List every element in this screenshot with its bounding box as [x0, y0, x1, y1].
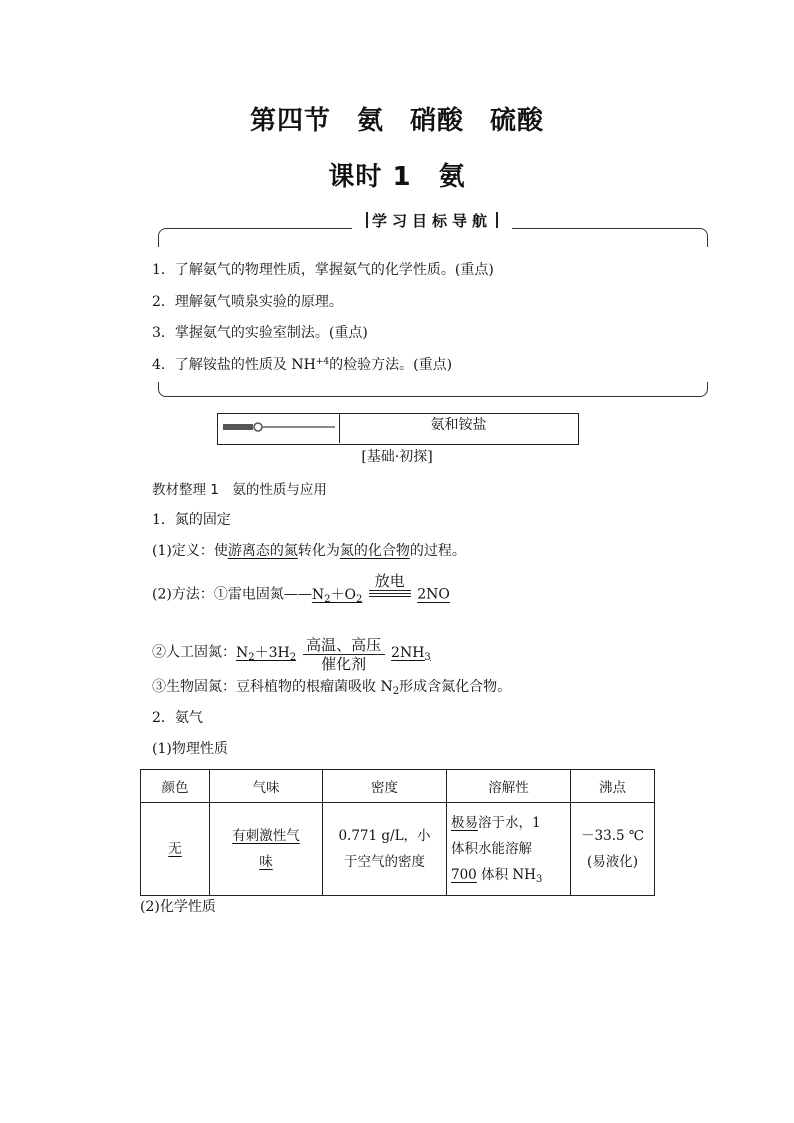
lesson-subtitle: 课时 1 氨 — [328, 162, 466, 192]
objective-item: 3．掌握氨气的实验室制法。(重点) — [152, 325, 368, 341]
method-line: (2)方法：①雷电固氮$——N_2+O_2$ 放电 2NO — [152, 572, 450, 605]
section-bar-decoration — [217, 413, 340, 443]
objective-item: 4．了解铵盐的性质及 $NH^{+4}$的检验方法。(重点) — [152, 357, 453, 373]
section-ribbon-icon — [217, 413, 339, 443]
objective-item: 2．理解氨气喷泉实验的原理。 — [152, 294, 343, 310]
subsection-heading: 1．氮的固定 — [152, 512, 231, 528]
subsection-heading: (1)物理性质 — [152, 741, 228, 757]
table-header-row — [141, 770, 655, 803]
objective-item: 1．了解氨气的物理性质，掌握氨气的化学性质。(重点) — [152, 262, 494, 278]
bio-fixation-line: ③生物固氮：豆科植物的根瘤菌吸收 $N_2$形成含氮化合物。 — [152, 679, 512, 697]
title-part: 氨 — [356, 106, 384, 136]
reaction-condition: 放电 — [367, 572, 413, 597]
title-part: 硫酸 — [490, 106, 545, 136]
table-header: 密度 — [323, 770, 447, 803]
table-cell: 0.771 g/L，小 于空气的密度 — [323, 803, 447, 896]
title-part: 硝酸 — [410, 106, 465, 136]
content-heading: 教材整理 1 氨的性质与应用 — [152, 482, 327, 498]
artificial-fixation-line: ②人工固氮：$N_2+3H_2$ 高温、高压 催化剂 $2NH_3$ — [152, 636, 431, 673]
table-header: 溶解性 — [447, 770, 571, 803]
table-cell: 有刺激性气 味 — [210, 803, 323, 896]
table-header: 沸点 — [571, 770, 655, 803]
page-title — [0, 100, 794, 137]
table-cell: －33.5 ℃ (易液化) — [571, 803, 655, 896]
definition-line: (1)定义：使游离态的氮转化为氮的化合物的过程。 — [152, 543, 466, 559]
reaction-condition: 高温、高压 催化剂 — [301, 636, 387, 673]
table-header: 颜色 — [141, 770, 210, 803]
section-label: 氨和铵盐 — [430, 417, 487, 433]
table-header: 气味 — [210, 770, 323, 803]
title-part: 第四节 — [249, 106, 331, 136]
objectives-frame-bottom — [158, 382, 708, 397]
table-row — [141, 803, 655, 896]
physical-properties-table — [140, 769, 655, 896]
section-tag: [基础·初探] — [361, 449, 433, 465]
subsection-heading: 2．氨气 — [152, 710, 203, 726]
subsection-heading: (2)化学性质 — [140, 899, 216, 915]
table-cell: 极易溶于水，1 体积水能溶解 700 体积 $NH_3$ — [447, 803, 571, 896]
objectives-heading: 学习目标导航 — [352, 210, 512, 232]
table-cell: 无 — [141, 803, 210, 896]
